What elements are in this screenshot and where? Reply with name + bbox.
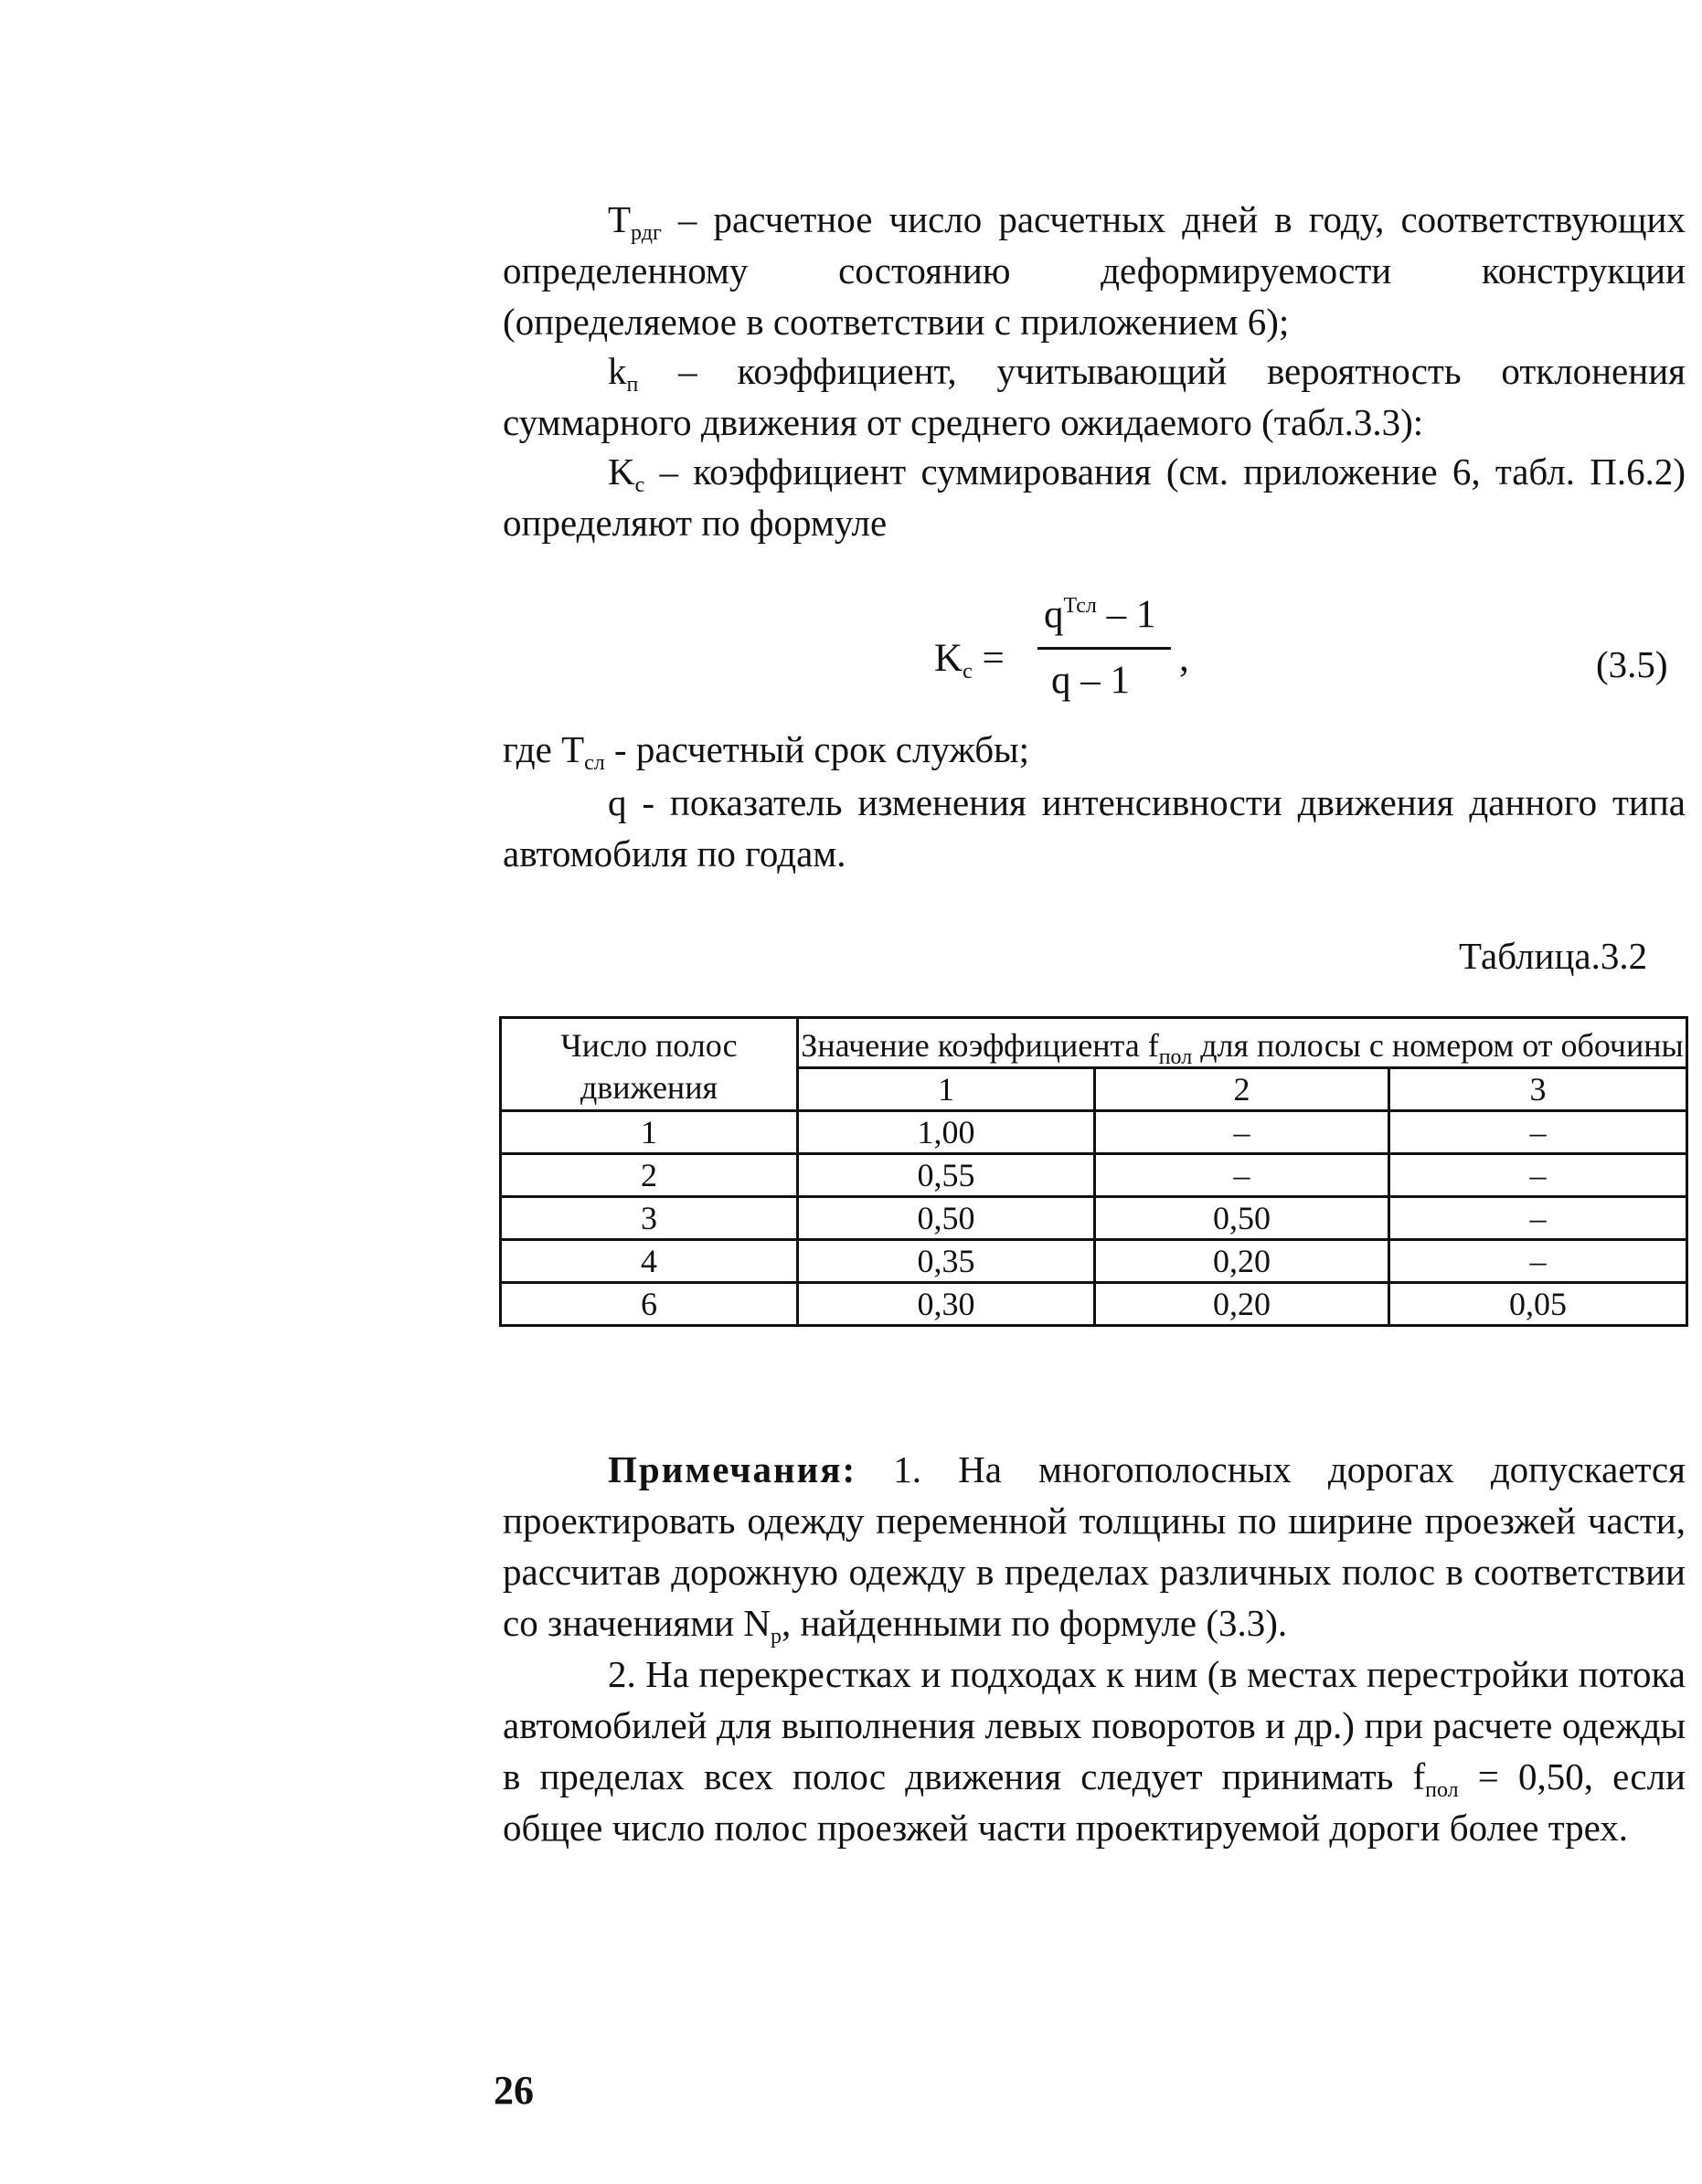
table-cell: – [1389,1111,1687,1154]
formula-comma: , [1179,637,1189,680]
coefficient-table [499,1016,1688,1327]
table-row [501,1111,1687,1154]
note-2: 2. На перекрестках и подходах к ним (в местах перестройки потока автомобилей для выполнения левых поворотов и др.) при расчете одежды в пределах всех полос движения следует принимать $f_{пол} = 0,50$, если общее число полос проезжей части проектируемой дороги более трех. [503,1653,1686,1849]
notes-label: Примечания: [608,1448,857,1490]
subheader-lane-1: 1 [798,1068,1095,1111]
table-row [501,1197,1687,1240]
symbol-subscript: рдг [631,221,662,245]
equation-number: (3.5) [1596,643,1668,685]
table-cell: 1,00 [798,1111,1095,1154]
symbol-subscript: п [626,373,639,397]
subheader-lane-3: 3 [1389,1068,1687,1111]
table-cell: – [1095,1111,1389,1154]
definition-kn [503,345,1686,448]
table-header-row [501,1018,1687,1068]
definition-kc [503,446,1686,548]
symbol: T [608,198,632,240]
table-cell: 0,20 [1095,1283,1389,1326]
q-definition: q - показатель изменения интенсивности движения данного типа автомобиля по годам. [503,781,1686,875]
symbol: K [608,451,635,493]
col-header-group: Значение коэффициента $f_{пол}$ для полосы с номером от обочины [798,1018,1687,1068]
symbol: k [608,350,627,392]
note-1: Примечания: 1. На многополосных дорогах допускается проектировать одежду переменной толщины по ширине проезжей части, рассчитав дорожную одежду в пределах различных полос в соответствии со значениями $N_р$, найденными по формуле (3.3). [503,1448,1686,1649]
formula-lhs: $K_с$ = [934,637,1005,684]
definition-text: – расчетное число расчетных дней в году, соответствующих определенному состоянию деформируемости конструкции (определяемое в соответствии с приложением 6); [503,198,1686,343]
table-cell: – [1389,1240,1687,1283]
table-cell: 1 [501,1111,798,1154]
where-clause: где $T_{сл}$ - расчетный срок службы; [503,728,1029,775]
table-cell: 4 [501,1240,798,1283]
definition-trdg [503,194,1686,347]
table-row [501,1154,1687,1197]
table-row [501,1240,1687,1283]
table-cell: 0,50 [798,1197,1095,1240]
table-cell: 6 [501,1283,798,1326]
definition-text: – коэффициент, учитывающий вероятность отклонения суммарного движения от среднего ожидаемого (табл.3.3): [503,350,1686,443]
table-cell: 0,20 [1095,1240,1389,1283]
subheader-lane-2: 2 [1095,1068,1389,1111]
formula-3-5 [923,592,1197,729]
formula-denominator: q – 1 [1051,659,1130,702]
table-cell: 3 [501,1197,798,1240]
table-cell: 2 [501,1154,798,1197]
table-cell: – [1095,1154,1389,1197]
table-cell: – [1389,1154,1687,1197]
table-cell: 0,55 [798,1154,1095,1197]
table-cell: 0,05 [1389,1283,1687,1326]
table-cell: 0,50 [1095,1197,1389,1240]
symbol-subscript: с [634,473,645,497]
col-header-lanes: Число полос движения [501,1018,798,1111]
fraction-bar [1037,647,1171,650]
definition-text: – коэффициент суммирования (см. приложение 6, табл. П.6.2) определяют по формуле [503,451,1686,544]
table-cell: – [1389,1197,1687,1240]
table-cell: 0,35 [798,1240,1095,1283]
table-caption: Таблица.3.2 [1459,935,1648,977]
page-number: 26 [494,2068,534,2113]
table-row [501,1283,1687,1326]
formula-numerator: $q^{Тсл} - 1$ [1044,593,1156,636]
table-cell: 0,30 [798,1283,1095,1326]
